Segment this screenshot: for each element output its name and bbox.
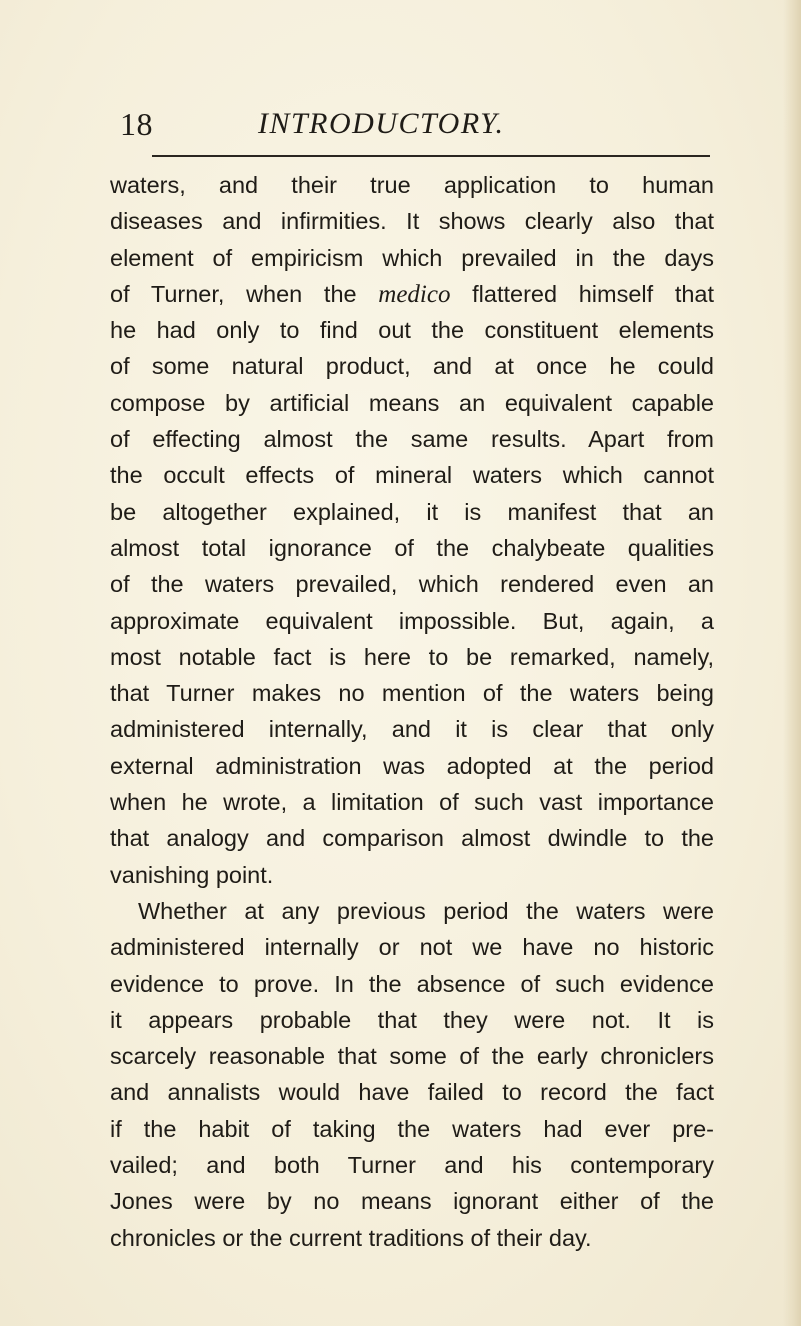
text-line: and annalists would have failed to record the fact [110, 1079, 714, 1106]
text-line: if the habit of taking the waters had ever pre- [110, 1115, 714, 1142]
text-line: Whether at any previous period the waters were [138, 897, 714, 924]
text-line: waters, and their true application to human [110, 172, 714, 198]
text-line: administered internally or not we have no historic [110, 934, 714, 961]
text-line: he had only to find out the constituent elements [110, 317, 714, 344]
text-line: that analogy and comparison almost dwindle to the [110, 825, 714, 852]
page-header [120, 104, 710, 144]
text-line: element of empiricism which prevailed in the days [110, 244, 714, 271]
header-rule [152, 155, 710, 157]
text-line: the occult effects of mineral waters which cannot [110, 462, 714, 489]
text-line: vailed; and both Turner and his contemporary [110, 1152, 714, 1179]
text-line: of the waters prevailed, which rendered even an [110, 571, 714, 598]
text-segment: flattered himself that [472, 280, 715, 307]
running-head: INTRODUCTORY. [258, 107, 505, 140]
text-segment: of Turner, when the [110, 280, 357, 307]
text-line: it appears probable that they were not. It is [110, 1006, 714, 1033]
text-line: of some natural product, and at once he could [110, 353, 714, 380]
page-edge-shadow [783, 0, 801, 1326]
page-number: 18 [120, 106, 153, 142]
body-text [110, 167, 714, 1256]
text-line: compose by artificial means an equivalent capable [110, 389, 714, 416]
text-line: vanishing point. [110, 861, 274, 888]
text-line: external administration was adopted at the period [110, 752, 714, 779]
text-line: of effecting almost the same results. Apart from [110, 426, 714, 453]
text-line: evidence to prove. In the absence of such evidence [110, 970, 714, 997]
text-line: most notable fact is here to be remarked, namely, [110, 643, 714, 670]
text-line: when he wrote, a limitation of such vast importance [110, 789, 714, 816]
text-line: approximate equivalent impossible. But, again, a [110, 607, 714, 634]
italic-word-medico: medico [378, 280, 451, 308]
text-line: almost total ignorance of the chalybeate qualities [110, 534, 714, 561]
text-line: be altogether explained, it is manifest that an [110, 498, 714, 525]
text-line: Jones were by no means ignorant either of the [110, 1188, 714, 1215]
text-line: chronicles or the current traditions of their day. [110, 1224, 592, 1251]
text-line: diseases and infirmities. It shows clearly also that [110, 208, 714, 235]
text-line: that Turner makes no mention of the waters being [110, 680, 714, 707]
text-line [110, 276, 714, 312]
text-line: scarcely reasonable that some of the early chroniclers [110, 1043, 714, 1070]
text-line: administered internally, and it is clear that only [110, 716, 714, 743]
